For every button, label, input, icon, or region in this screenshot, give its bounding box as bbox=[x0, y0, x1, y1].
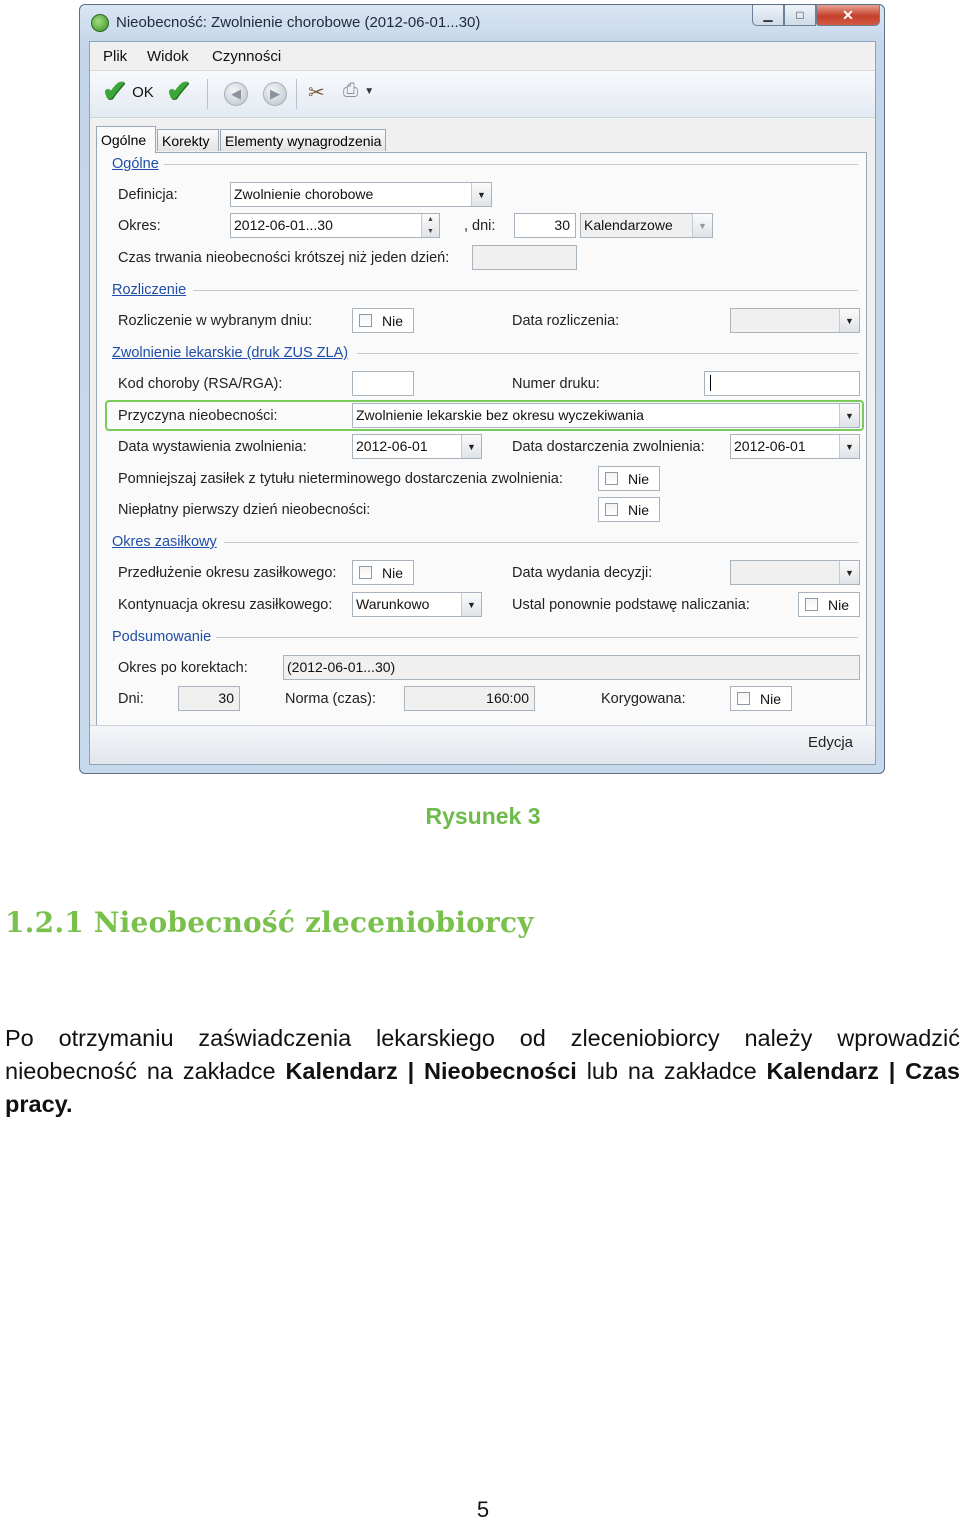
toolbar-separator bbox=[296, 79, 297, 109]
data-wydania-select[interactable] bbox=[730, 560, 860, 585]
section-zwolnienie-label: Zwolnienie lekarskie (druk ZUS ZLA) bbox=[112, 345, 349, 361]
section-divider bbox=[224, 542, 858, 543]
dropdown-arrow-icon[interactable]: ▼ bbox=[461, 593, 481, 616]
maximize-icon: □ bbox=[796, 8, 804, 22]
checkbox-icon bbox=[605, 472, 618, 485]
rozliczenie-dniu-label: Rozliczenie w wybranym dniu: bbox=[118, 313, 313, 329]
dropdown-arrow-icon[interactable]: ▼ bbox=[839, 435, 859, 458]
czas-trwania-label: Czas trwania nieobecności krótszej niż jeden dzień: bbox=[118, 250, 450, 266]
tools-button[interactable] bbox=[308, 80, 325, 105]
title-bar[interactable] bbox=[80, 5, 884, 39]
section-zwolnienie-title bbox=[112, 345, 348, 361]
section-ogolne-title bbox=[112, 156, 159, 172]
toolbar bbox=[90, 71, 875, 118]
okres-label: Okres: bbox=[118, 218, 161, 234]
section-podsumowanie-label: Podsumowanie bbox=[112, 629, 212, 645]
kod-choroby-label: Kod choroby (RSA/RGA): bbox=[118, 376, 283, 392]
data-wystawienia-select[interactable] bbox=[352, 434, 482, 459]
przyczyna-select[interactable] bbox=[352, 403, 860, 428]
przedluzenie-value: Nie bbox=[382, 564, 404, 581]
kalendarz-value: Kalendarzowe bbox=[584, 217, 673, 233]
rozliczenie-dniu-checkbox[interactable] bbox=[352, 308, 414, 333]
maximize-button[interactable] bbox=[784, 5, 816, 26]
text-cursor bbox=[710, 375, 711, 391]
definicja-value: Zwolnienie chorobowe bbox=[234, 186, 374, 202]
status-mode: Edycja bbox=[807, 734, 853, 751]
para-bold-1: Kalendarz | Nieobecności bbox=[285, 1058, 577, 1084]
figure-caption: Rysunek 3 bbox=[425, 803, 541, 829]
korygowana-checkbox[interactable] bbox=[730, 686, 792, 711]
dropdown-arrow-icon[interactable]: ▼ bbox=[839, 309, 859, 332]
okres-value: 2012-06-01...30 bbox=[234, 217, 333, 233]
chevron-down-icon: ▼ bbox=[364, 85, 375, 97]
menu-czynnosci[interactable]: Czynności bbox=[212, 48, 282, 65]
dni-input[interactable]: 30 bbox=[514, 213, 576, 238]
dropdown-arrow-icon[interactable]: ▼ bbox=[692, 214, 712, 237]
okres-po-korektach-field: (2012-06-01...30) bbox=[283, 655, 860, 680]
data-dostarczenia-select[interactable] bbox=[730, 434, 860, 459]
menu-widok[interactable]: Widok bbox=[147, 48, 189, 65]
arrow-left-icon: ◀ bbox=[224, 82, 248, 106]
data-dostarczenia-value: 2012-06-01 bbox=[734, 438, 806, 454]
dni2-field: 30 bbox=[178, 686, 240, 711]
nieplatny-value: Nie bbox=[628, 501, 650, 518]
okres-po-korektach-label: Okres po korektach: bbox=[118, 660, 248, 676]
nieplatny-checkbox[interactable] bbox=[598, 497, 660, 522]
menu-bar bbox=[90, 42, 875, 71]
para-text-1: Po otrzymaniu zaświadczenia lekarskiego od zleceniobiorcy należy wprowadzić nieobecność na zakładce bbox=[5, 1025, 960, 1084]
section-divider bbox=[193, 290, 858, 291]
przyczyna-value: Zwolnienie lekarskie bez okresu wyczekiwania bbox=[356, 407, 644, 423]
pomniejszaj-label: Pomniejszaj zasiłek z tytułu nieterminowego dostarczenia zwolnienia: bbox=[118, 471, 563, 487]
kontynuacja-label: Kontynuacja okresu zasiłkowego: bbox=[118, 597, 333, 613]
window-controls bbox=[752, 5, 880, 27]
data-wystawienia-label: Data wystawienia zwolnienia: bbox=[118, 439, 307, 455]
nieplatny-label: Niepłatny pierwszy dzień nieobecności: bbox=[118, 502, 371, 518]
data-wydania-label: Data wydania decyzji: bbox=[512, 565, 653, 581]
korygowana-label: Korygowana: bbox=[601, 691, 686, 707]
norma-label: Norma (czas): bbox=[285, 691, 377, 707]
next-button[interactable] bbox=[263, 82, 287, 106]
section-rozliczenie-label: Rozliczenie bbox=[112, 282, 187, 298]
data-rozliczenia-label: Data rozliczenia: bbox=[512, 313, 620, 329]
korygowana-value: Nie bbox=[760, 690, 782, 707]
data-wystawienia-value: 2012-06-01 bbox=[356, 438, 428, 454]
kontynuacja-select[interactable] bbox=[352, 592, 482, 617]
section-ogolne-label: Ogólne bbox=[112, 156, 159, 172]
norma-field: 160:00 bbox=[404, 686, 535, 711]
section-okres-zasilkowy-label: Okres zasiłkowy bbox=[112, 534, 217, 550]
save-and-new-button[interactable] bbox=[166, 77, 191, 107]
tools-icon: ✂ bbox=[308, 82, 325, 104]
tab-elementy-wynagrodzenia[interactable]: Elementy wynagrodzenia bbox=[220, 129, 386, 151]
status-bar bbox=[90, 725, 875, 764]
definicja-label: Definicja: bbox=[118, 187, 178, 203]
section-divider bbox=[357, 353, 858, 354]
print-button[interactable] bbox=[343, 80, 374, 102]
przyczyna-label: Przyczyna nieobecności: bbox=[118, 408, 278, 424]
close-button[interactable] bbox=[816, 5, 880, 26]
tab-ogolne[interactable]: Ogólne bbox=[96, 126, 156, 153]
checkbox-icon bbox=[605, 503, 618, 516]
section-divider bbox=[164, 164, 858, 165]
kalendarz-select[interactable] bbox=[580, 213, 713, 238]
para-bold-2: Kalendarz | Czas pracy. bbox=[5, 1058, 960, 1117]
section-rozliczenie-title bbox=[112, 282, 186, 298]
body-paragraph bbox=[5, 1022, 960, 1121]
printer-icon: ⎙ bbox=[343, 80, 359, 101]
czas-trwania-input[interactable] bbox=[472, 245, 577, 270]
kontynuacja-value: Warunkowo bbox=[356, 596, 430, 612]
ustal-checkbox[interactable] bbox=[798, 592, 860, 617]
page-number: 5 bbox=[476, 1497, 490, 1522]
app-icon bbox=[91, 14, 109, 32]
tab-korekty[interactable]: Korekty bbox=[157, 129, 219, 151]
section-heading: 1.2.1 Nieobecność zleceniobiorcy bbox=[5, 906, 534, 939]
checkbox-icon bbox=[737, 692, 750, 705]
checkmark-icon: ✔ bbox=[102, 75, 128, 108]
spinner-icon[interactable]: ▲ ▼ bbox=[421, 214, 439, 237]
ustal-value: Nie bbox=[828, 596, 850, 613]
rozliczenie-dniu-value: Nie bbox=[382, 312, 404, 329]
pomniejszaj-checkbox[interactable] bbox=[598, 466, 660, 491]
definicja-select[interactable] bbox=[230, 182, 492, 207]
okres-input[interactable] bbox=[230, 213, 440, 238]
dropdown-arrow-icon[interactable]: ▼ bbox=[839, 561, 859, 584]
checkmark-plus-icon: ✔ bbox=[166, 75, 192, 108]
minimize-icon: ▁ bbox=[763, 8, 773, 22]
window-title: Nieobecność: Zwolnienie chorobowe (2012-06-01...30) bbox=[116, 14, 481, 31]
numer-druku-input[interactable] bbox=[704, 371, 860, 396]
dropdown-arrow-icon[interactable]: ▼ bbox=[461, 435, 481, 458]
previous-button[interactable] bbox=[224, 82, 248, 106]
close-icon: ✕ bbox=[842, 6, 854, 23]
pomniejszaj-value: Nie bbox=[628, 470, 650, 487]
kod-choroby-input[interactable] bbox=[352, 371, 414, 396]
section-podsumowanie-title bbox=[112, 629, 211, 645]
section-okres-zasilkowy-title bbox=[112, 534, 217, 550]
dropdown-arrow-icon[interactable]: ▼ bbox=[839, 404, 859, 427]
section-divider bbox=[216, 637, 858, 638]
checkbox-icon bbox=[805, 598, 818, 611]
checkbox-icon bbox=[359, 566, 372, 579]
data-rozliczenia-select[interactable] bbox=[730, 308, 860, 333]
toolbar-separator bbox=[207, 79, 208, 109]
dropdown-arrow-icon[interactable]: ▼ bbox=[471, 183, 491, 206]
ustal-label: Ustal ponownie podstawę naliczania: bbox=[512, 597, 750, 613]
dni-label: , dni: bbox=[464, 218, 496, 234]
przedluzenie-checkbox[interactable] bbox=[352, 560, 414, 585]
data-dostarczenia-label: Data dostarczenia zwolnienia: bbox=[512, 439, 705, 455]
arrow-right-icon: ▶ bbox=[263, 82, 287, 106]
numer-druku-label: Numer druku: bbox=[512, 376, 600, 392]
ok-label: OK bbox=[132, 83, 154, 101]
para-text-2: lub na zakładce bbox=[576, 1058, 767, 1084]
menu-plik[interactable]: Plik bbox=[103, 48, 128, 65]
ok-button[interactable] bbox=[102, 77, 154, 107]
checkbox-icon bbox=[359, 314, 372, 327]
minimize-button[interactable] bbox=[752, 5, 784, 26]
dni2-label: Dni: bbox=[118, 691, 144, 707]
przedluzenie-label: Przedłużenie okresu zasiłkowego: bbox=[118, 565, 337, 581]
